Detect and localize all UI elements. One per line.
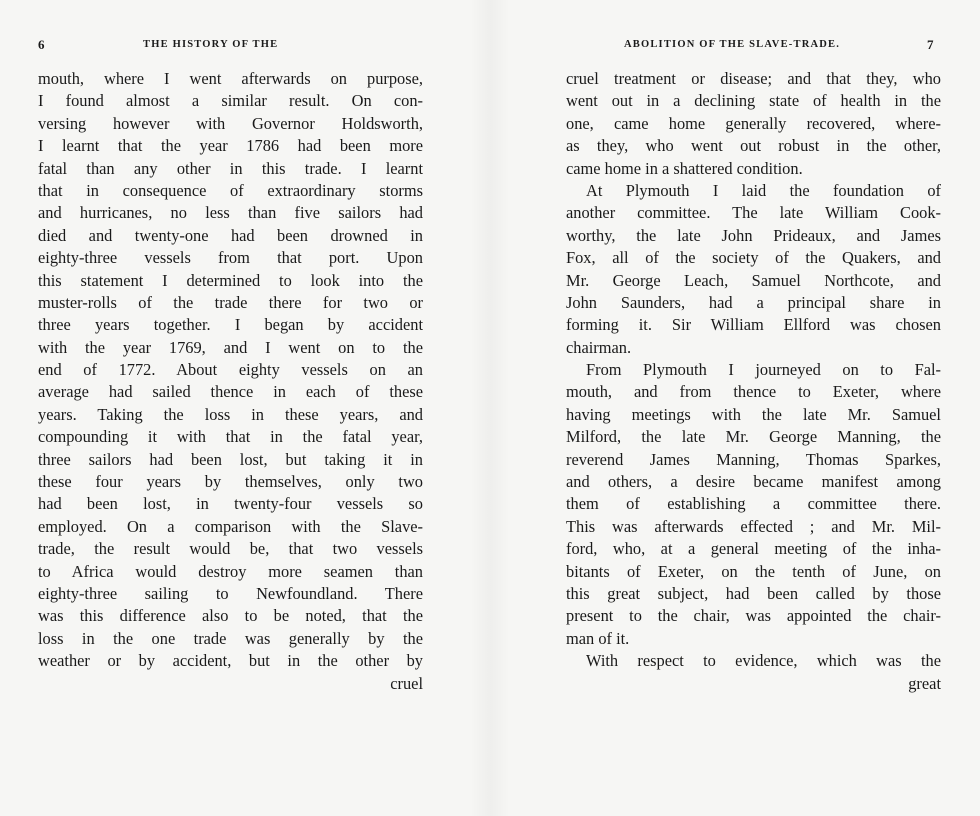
text-line: died and twenty-one had been drowned in xyxy=(38,225,423,245)
page-number: 6 xyxy=(38,37,45,52)
text-line: ford, who, at a general meeting of the inha- xyxy=(566,539,941,559)
text-line: that in consequence of extraordinary storms xyxy=(38,180,423,200)
catchword: cruel xyxy=(390,673,423,693)
text-line: compounding it with that in the fatal year, xyxy=(38,427,423,447)
text-line: This was afterwards effected ; and Mr. Mil- xyxy=(566,516,941,536)
text-line: these four years by themselves, only two xyxy=(38,472,423,492)
text-line: years. Taking the loss in these years, and xyxy=(38,404,423,424)
text-line: man of it. xyxy=(566,628,630,648)
text-line: them of establishing a committee there. xyxy=(566,494,941,514)
text-line: three sailors had been lost, but taking it in xyxy=(38,449,423,469)
text-line: forming it. Sir William Ellford was chosen xyxy=(566,315,941,335)
text-line: this great subject, had been called by those xyxy=(566,583,941,603)
text-line: bitants of Exeter, on the tenth of June, on xyxy=(566,561,941,581)
text-line: end of 1772. About eighty vessels on an xyxy=(38,360,423,380)
text-line: with the year 1769, and I went on to the xyxy=(38,337,423,357)
text-line: present to the chair, was appointed the chair- xyxy=(566,606,941,626)
body-text xyxy=(38,68,423,695)
text-line: chairman. xyxy=(566,337,632,357)
text-line: was this difference also to be noted, that the xyxy=(38,606,423,626)
text-line: average had sailed thence in each of these xyxy=(38,382,423,402)
text-line: had been lost, in twenty-four vessels so xyxy=(38,494,423,514)
text-line: three years together. I began by accident xyxy=(38,315,423,335)
text-line: From Plymouth I journeyed on to Fal- xyxy=(586,360,941,380)
text-line: to Africa would destroy more seamen than xyxy=(38,561,423,581)
text-line: reverend James Manning, Thomas Sparkes, xyxy=(566,449,941,469)
text-line: Mr. George Leach, Samuel Northcote, and xyxy=(566,270,941,290)
running-head: ABOLITION OF THE SLAVE-TRADE. xyxy=(624,39,841,50)
text-line: trade, the result would be, that two vessels xyxy=(38,539,423,559)
text-line: and hurricanes, no less than five sailors had xyxy=(38,203,423,223)
text-line: as they, who went out robust in the other, xyxy=(566,136,941,156)
text-line: loss in the one trade was generally by the xyxy=(38,628,423,648)
text-line: mouth, and from thence to Exeter, where xyxy=(566,382,941,402)
text-line: this statement I determined to look into the xyxy=(38,270,423,290)
text-line: eighty-three sailing to Newfoundland. There xyxy=(38,583,423,603)
text-line: versing however with Governor Holdsworth, xyxy=(38,113,423,133)
text-line: and others, a desire became manifest among xyxy=(566,472,941,492)
body-text xyxy=(566,68,941,695)
text-line: having meetings with the late Mr. Samuel xyxy=(566,404,941,424)
text-line: one, came home generally recovered, where- xyxy=(566,113,941,133)
page-number: 7 xyxy=(927,37,934,52)
text-line: I found almost a similar result. On con- xyxy=(38,91,423,111)
running-head: THE HISTORY OF THE xyxy=(143,39,279,50)
text-line: employed. On a comparison with the Slave- xyxy=(38,516,423,536)
right-page xyxy=(490,0,980,816)
text-line: I learnt that the year 1786 had been more xyxy=(38,136,423,156)
text-line: weather or by accident, but in the other by xyxy=(38,651,423,671)
text-line: At Plymouth I laid the foundation of xyxy=(586,180,941,200)
text-line: With respect to evidence, which was the xyxy=(586,651,941,671)
text-line: worthy, the late John Prideaux, and James xyxy=(566,225,941,245)
text-line: fatal than any other in this trade. I learnt xyxy=(38,158,423,178)
text-line: muster-rolls of the trade there for two or xyxy=(38,292,423,312)
text-line: Fox, all of the society of the Quakers, and xyxy=(566,248,941,268)
text-line: went out in a declining state of health in the xyxy=(566,91,941,111)
text-line: cruel treatment or disease; and that they, who xyxy=(566,69,941,88)
text-line: eighty-three vessels from that port. Upon xyxy=(38,248,423,268)
text-line: Milford, the late Mr. George Manning, the xyxy=(566,427,941,447)
text-line: another committee. The late William Cook- xyxy=(566,203,941,223)
text-line: came home in a shattered condition. xyxy=(566,158,803,178)
text-line: mouth, where I went afterwards on purpose, xyxy=(38,69,423,88)
catchword: great xyxy=(908,673,941,693)
text-line: John Saunders, had a principal share in xyxy=(566,292,941,312)
